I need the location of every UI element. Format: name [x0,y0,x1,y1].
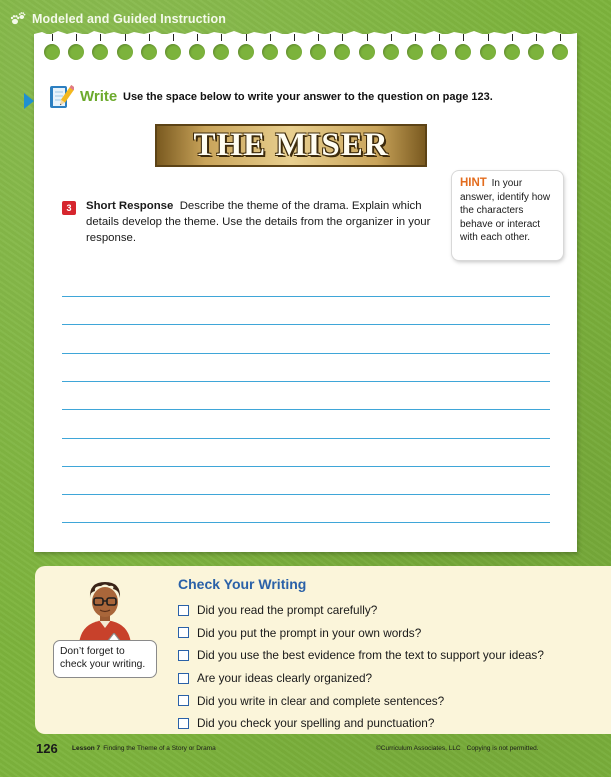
checklist-item-text: Did you check your spelling and punctuation? [197,716,435,731]
question-type-label: Short Response [86,200,174,212]
binder-hole [117,44,133,60]
answer-line [62,381,550,382]
hint-box [452,171,563,260]
question-number-badge: 3 [62,201,76,215]
answer-line [62,494,550,495]
binder-hole [383,44,399,60]
copyright-text: ©Curriculum Associates, LLC [376,745,461,752]
perforation-tick [76,34,77,41]
copyright-notice [376,745,539,752]
page-number: 126 [36,741,58,756]
checkbox[interactable] [178,650,189,661]
section-title: Modeled and Guided Instruction [32,12,226,26]
checklist-item [178,689,544,712]
checklist-item [178,667,544,690]
binder-hole [528,44,544,60]
checkbox[interactable] [178,673,189,684]
binder-hole [407,44,423,60]
answer-area[interactable] [62,296,550,526]
binder-hole [44,44,60,60]
title-banner [155,124,427,167]
paw-prints-icon [10,11,26,27]
checkbox[interactable] [178,718,189,729]
perforation-tick [125,34,126,41]
hint-title: HINT [460,177,487,189]
pointer-arrow-icon [24,93,34,109]
binder-hole [359,44,375,60]
binder-hole [504,44,520,60]
write-label: Write [80,88,118,105]
perforation-tick [100,34,101,41]
question-text: Describe the theme of the drama. Explain which details develop the theme. Use the details from the organizer in your response. [86,200,431,244]
answer-line [62,409,550,410]
checklist-title: Check Your Writing [178,576,307,592]
drama-title: THE MISER [193,127,389,163]
binder-hole [189,44,205,60]
question-prompt [86,198,431,246]
perforation-tick [149,34,150,41]
section-header [10,8,226,30]
checkbox[interactable] [178,627,189,638]
binder-holes [44,44,567,62]
perforation-tick [246,34,247,41]
checklist-item-text: Did you put the prompt in your own words? [197,625,422,640]
perforation-tick [270,34,271,41]
binder-hole [286,44,302,60]
checklist-item-text: Did you read the prompt carefully? [197,603,378,618]
speech-bubble: Don’t forget to check your writing. [53,640,157,678]
perforation-tick [560,34,561,41]
binder-hole [262,44,278,60]
binder-hole [68,44,84,60]
perforation-tick [294,34,295,41]
perforation-tick [439,34,440,41]
lesson-info [72,745,216,752]
answer-line [62,353,550,354]
page-perforation [44,34,567,42]
perforation-tick [221,34,222,41]
hint-text: In your answer, identify how the characters behave or interact with each other. [460,178,551,243]
answer-line [62,438,550,439]
checklist-item [178,712,544,735]
answer-line [62,466,550,467]
binder-hole [480,44,496,60]
perforation-tick [488,34,489,41]
binder-hole [310,44,326,60]
checkbox[interactable] [178,695,189,706]
checklist-item-text: Are your ideas clearly organized? [197,671,373,686]
perforation-tick [342,34,343,41]
perforation-tick [415,34,416,41]
page-footer [0,740,611,760]
notebook-page [34,34,577,552]
lesson-label: Lesson 7 [72,745,101,752]
checkbox[interactable] [178,605,189,616]
checklist-item [178,644,544,667]
student-avatar [75,576,135,644]
notebook-pencil-icon [48,82,74,112]
checklist [178,599,544,735]
binder-hole [455,44,471,60]
checklist-item [178,599,544,622]
binder-hole [238,44,254,60]
checklist-item-text: Did you write in clear and complete sentences? [197,693,445,708]
write-instruction: Use the space below to write your answer to the question on page 123. [123,91,493,103]
copying-notice: Copying is not permitted. [466,745,539,752]
perforation-tick [391,34,392,41]
binder-hole [165,44,181,60]
perforation-tick [512,34,513,41]
checklist-item-text: Did you use the best evidence from the text to support your ideas? [197,648,544,663]
perforation-tick [536,34,537,41]
perforation-tick [173,34,174,41]
binder-hole [141,44,157,60]
perforation-tick [318,34,319,41]
perforation-tick [52,34,53,41]
check-your-writing-panel [35,566,611,734]
answer-line [62,324,550,325]
answer-line [62,522,550,523]
binder-hole [334,44,350,60]
binder-hole [431,44,447,60]
answer-line [62,296,550,297]
perforation-tick [197,34,198,41]
checklist-item [178,622,544,645]
binder-hole [552,44,568,60]
binder-hole [213,44,229,60]
binder-hole [92,44,108,60]
perforation-tick [463,34,464,41]
lesson-title: Finding the Theme of a Story or Drama [103,745,216,752]
perforation-tick [367,34,368,41]
